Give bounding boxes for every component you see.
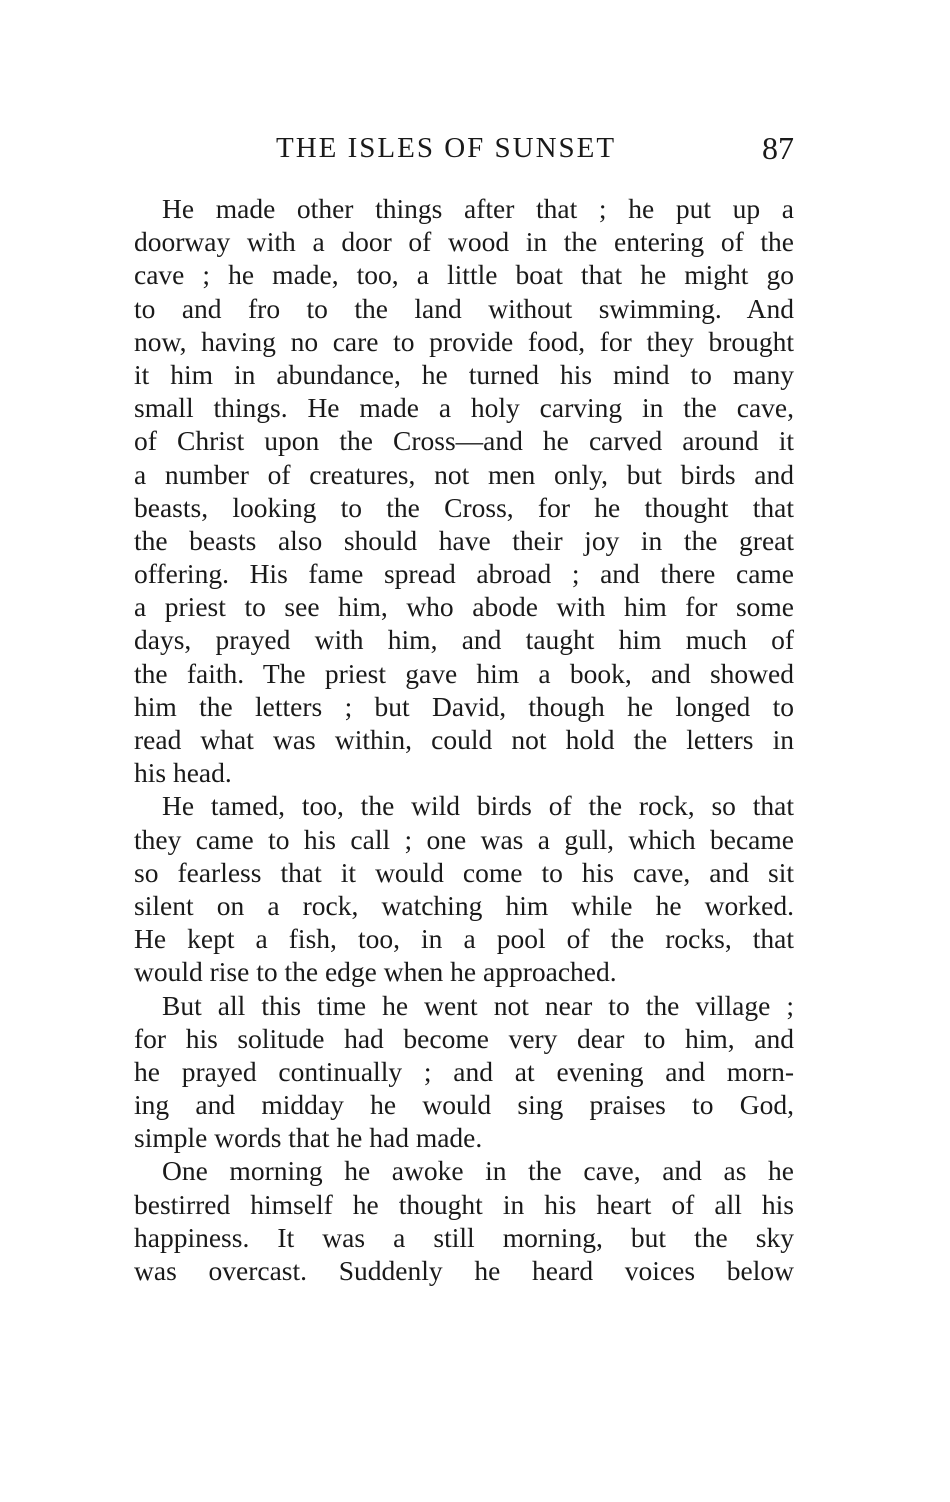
text-line: cave ; he made, too, a little boat that he might go	[134, 259, 794, 291]
text-line: small things. He made a holy carving in the cave,	[134, 392, 794, 424]
text-line: the beasts also should have their joy in the great	[134, 524, 794, 556]
text-line: offering. His fame spread abroad ; and there came	[134, 558, 794, 590]
text-line: silent on a rock, watching him while he worked.	[134, 889, 794, 921]
text-line: ing and midday he would sing praises to God,	[134, 1089, 794, 1121]
text-line: bestirred himself he thought in his heart of all his	[134, 1188, 794, 1220]
text-line: a priest to see him, who abode with him for some	[134, 591, 794, 623]
text-line: him the letters ; but David, though he longed to	[134, 690, 794, 722]
text-line: He made other things after that ; he put up a	[162, 193, 794, 224]
text-line: would rise to the edge when he approached.	[134, 956, 617, 988]
text-line: days, prayed with him, and taught him much of	[134, 624, 794, 656]
text-line: the faith. The priest gave him a book, and showed	[134, 657, 794, 689]
text-line: it him in abundance, he turned his mind to many	[134, 358, 794, 390]
text-line: now, having no care to provide food, for they brought	[134, 325, 794, 357]
text-line: for his solitude had become very dear to him, and	[134, 1022, 794, 1054]
text-line: they came to his call ; one was a gull, which became	[134, 823, 794, 855]
text-line: so fearless that it would come to his cave, and sit	[134, 856, 794, 888]
text-line: his head.	[134, 757, 232, 789]
text-line: One morning he awoke in the cave, and as he	[162, 1155, 794, 1187]
text-line: happiness. It was a still morning, but the sky	[134, 1221, 794, 1253]
text-line: a number of creatures, not men only, but birds and	[134, 458, 794, 490]
text-line: to and fro to the land without swimming. And	[134, 292, 794, 324]
running-title: THE ISLES OF SUNSET	[276, 132, 617, 164]
text-line: doorway with a door of wood in the entering of the	[134, 226, 794, 258]
text-line: beasts, looking to the Cross, for he thought that	[134, 491, 794, 523]
text-line: he prayed continually ; and at evening and morn-	[134, 1055, 794, 1087]
body-text	[134, 192, 794, 1287]
page-number: 87	[762, 130, 794, 166]
text-line: He tamed, too, the wild birds of the rock, so that	[162, 790, 794, 822]
running-head	[134, 128, 796, 168]
text-line: But all this time he went not near to the village ;	[162, 989, 794, 1021]
text-line: of Christ upon the Cross—and he carved around it	[134, 425, 794, 457]
text-line: simple words that he had made.	[134, 1122, 483, 1154]
text-line: He kept a fish, too, in a pool of the rocks, that	[134, 923, 794, 955]
text-line: read what was within, could not hold the letters in	[134, 724, 794, 755]
text-line: was overcast. Suddenly he heard voices below	[134, 1255, 794, 1286]
